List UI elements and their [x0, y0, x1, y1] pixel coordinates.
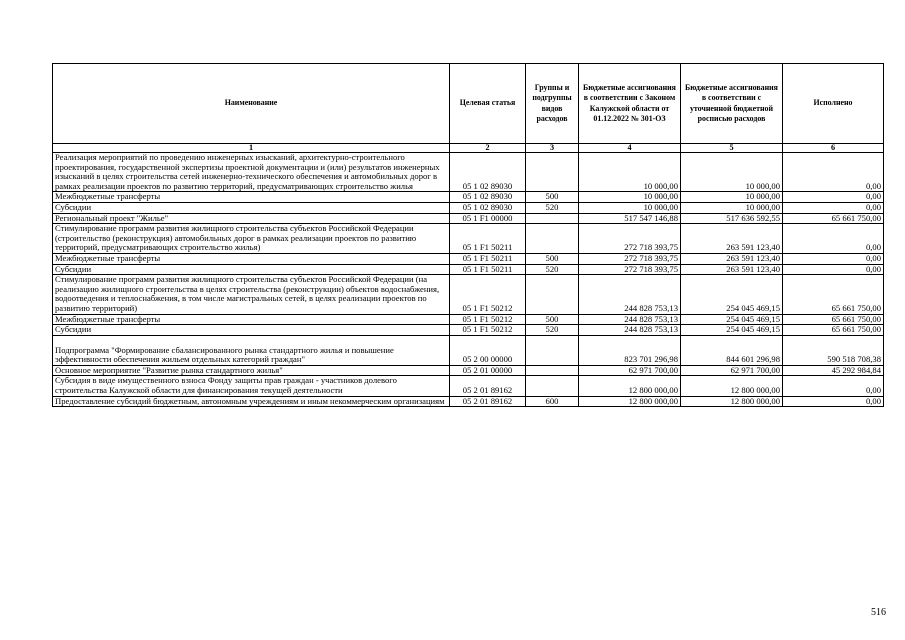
row-law-amount: 272 718 393,75 [579, 224, 681, 254]
table-row [53, 202, 884, 213]
row-plan-amount: 10 000,00 [681, 192, 783, 203]
row-plan-amount: 10 000,00 [681, 202, 783, 213]
header-expense-groups: Группы и подгруппы видов расходов [526, 64, 579, 144]
row-target-article: 05 1 02 89030 [450, 153, 526, 192]
row-law-amount: 244 828 753,13 [579, 314, 681, 325]
row-target-article: 05 1 F1 50212 [450, 314, 526, 325]
row-expense-group [526, 275, 579, 314]
header-law-allocations: Бюджетные ассигнования в соответствии с Законом Калужской области от 01.12.2022 № 301-ОЗ [579, 64, 681, 144]
row-expense-group [526, 365, 579, 376]
row-executed-amount: 590 518 708,38 [783, 335, 884, 365]
row-target-article: 05 1 F1 50211 [450, 253, 526, 264]
row-plan-amount: 254 045 469,15 [681, 325, 783, 336]
row-target-article: 05 1 02 89030 [450, 192, 526, 203]
row-name: Реализация мероприятий по проведению инженерных изысканий, архитектурно-строительного проектирования, государственной экспертизы проектной документации и (или) результатов инженерных изысканий в целях строительства сетей инженерно-технического обеспечения и автомобильных дорог в рамках реализации проектов по развитию территорий, предусматривающих строительство жилья [53, 153, 450, 192]
row-expense-group [526, 153, 579, 192]
row-plan-amount: 254 045 469,15 [681, 314, 783, 325]
header-row [53, 64, 884, 144]
table-row [53, 396, 884, 407]
row-plan-amount: 263 591 123,40 [681, 253, 783, 264]
row-target-article: 05 2 00 00000 [450, 335, 526, 365]
row-name: Стимулирование программ развития жилищного строительства субъектов Российской Федерации (строительство (реконструкция) автомобильных дорог в рамках реализации проектов по развитию территорий, предусматривающих строительство жилья) [53, 224, 450, 254]
row-law-amount: 10 000,00 [579, 202, 681, 213]
row-expense-group: 500 [526, 314, 579, 325]
row-executed-amount: 65 661 750,00 [783, 213, 884, 224]
row-plan-amount: 263 591 123,40 [681, 224, 783, 254]
row-law-amount: 244 828 753,13 [579, 275, 681, 314]
row-name: Субсидии [53, 325, 450, 336]
row-law-amount: 272 718 393,75 [579, 253, 681, 264]
row-law-amount: 10 000,00 [579, 153, 681, 192]
row-target-article: 05 2 01 00000 [450, 365, 526, 376]
table-row [53, 264, 884, 275]
table-row [53, 224, 884, 254]
table-row [53, 192, 884, 203]
row-target-article: 05 1 F1 00000 [450, 213, 526, 224]
row-plan-amount: 12 800 000,00 [681, 376, 783, 396]
row-plan-amount: 12 800 000,00 [681, 396, 783, 407]
row-executed-amount: 65 661 750,00 [783, 314, 884, 325]
row-name: Субсидия в виде имущественного взноса Фонду защиты прав граждан - участников долевого строительства Калужской области для финансирования текущей деятельности [53, 376, 450, 396]
row-executed-amount: 65 661 750,00 [783, 275, 884, 314]
table-row [53, 376, 884, 396]
header-executed: Исполнено [783, 64, 884, 144]
row-expense-group: 500 [526, 192, 579, 203]
row-law-amount: 244 828 753,13 [579, 325, 681, 336]
row-executed-amount: 0,00 [783, 192, 884, 203]
row-target-article: 05 1 02 89030 [450, 202, 526, 213]
row-plan-amount: 62 971 700,00 [681, 365, 783, 376]
table-row [53, 314, 884, 325]
row-name: Региональный проект "Жилье" [53, 213, 450, 224]
row-law-amount: 12 800 000,00 [579, 396, 681, 407]
row-plan-amount: 10 000,00 [681, 153, 783, 192]
row-name: Субсидии [53, 264, 450, 275]
row-executed-amount: 0,00 [783, 396, 884, 407]
table-row [53, 275, 884, 314]
table-row [53, 153, 884, 192]
table-row [53, 335, 884, 365]
row-expense-group: 520 [526, 264, 579, 275]
row-plan-amount: 517 636 592,55 [681, 213, 783, 224]
header-name: Наименование [53, 64, 450, 144]
row-expense-group [526, 335, 579, 365]
column-number: 6 [783, 144, 884, 153]
row-expense-group: 500 [526, 253, 579, 264]
row-executed-amount: 0,00 [783, 202, 884, 213]
budget-table [52, 63, 884, 407]
table-header [53, 64, 884, 153]
table-row [53, 253, 884, 264]
row-law-amount: 272 718 393,75 [579, 264, 681, 275]
row-executed-amount: 0,00 [783, 376, 884, 396]
row-expense-group: 520 [526, 202, 579, 213]
row-name: Субсидии [53, 202, 450, 213]
row-law-amount: 823 701 296,98 [579, 335, 681, 365]
row-target-article: 05 1 F1 50212 [450, 325, 526, 336]
row-executed-amount: 45 292 984,84 [783, 365, 884, 376]
row-law-amount: 10 000,00 [579, 192, 681, 203]
row-expense-group: 520 [526, 325, 579, 336]
row-name: Основное мероприятие "Развитие рынка стандартного жилья" [53, 365, 450, 376]
row-law-amount: 517 547 146,88 [579, 213, 681, 224]
row-name: Межбюджетные трансферты [53, 314, 450, 325]
row-target-article: 05 2 01 89162 [450, 396, 526, 407]
table-row [53, 325, 884, 336]
row-executed-amount: 0,00 [783, 224, 884, 254]
row-expense-group [526, 213, 579, 224]
row-expense-group [526, 224, 579, 254]
row-name: Предоставление субсидий бюджетным, автономным учреждениям и иным некоммерческим организациям [53, 396, 450, 407]
table-row [53, 365, 884, 376]
row-executed-amount: 65 661 750,00 [783, 325, 884, 336]
column-number: 3 [526, 144, 579, 153]
table-body [53, 153, 884, 407]
row-name: Межбюджетные трансферты [53, 192, 450, 203]
row-executed-amount: 0,00 [783, 253, 884, 264]
header-target-article: Целевая статья [450, 64, 526, 144]
row-law-amount: 62 971 700,00 [579, 365, 681, 376]
header-revised-allocations: Бюджетные ассигнования в соответствии с уточненной бюджетной росписью расходов [681, 64, 783, 144]
row-plan-amount: 254 045 469,15 [681, 275, 783, 314]
row-plan-amount: 263 591 123,40 [681, 264, 783, 275]
row-target-article: 05 2 01 89162 [450, 376, 526, 396]
column-number: 4 [579, 144, 681, 153]
column-number: 5 [681, 144, 783, 153]
table-row [53, 213, 884, 224]
column-number: 2 [450, 144, 526, 153]
row-plan-amount: 844 601 296,98 [681, 335, 783, 365]
row-name: Межбюджетные трансферты [53, 253, 450, 264]
column-number: 1 [53, 144, 450, 153]
row-law-amount: 12 800 000,00 [579, 376, 681, 396]
row-target-article: 05 1 F1 50212 [450, 275, 526, 314]
row-expense-group: 600 [526, 396, 579, 407]
row-executed-amount: 0,00 [783, 153, 884, 192]
row-name: Стимулирование программ развития жилищного строительства субъектов Российской Федерации (на реализацию жилищного строительства в целях строительства (реконструкции) объектов водоснабжения, водоотведения и теплоснабжения, в том числе магистральных сетей, в целях реализации проектов по развитию территорий) [53, 275, 450, 314]
page-number: 516 [871, 607, 886, 618]
row-name: Подпрограмма "Формирование сбалансированного рынка стандартного жилья и повышение эффективности обеспечения жильем отдельных категорий граждан" [53, 335, 450, 365]
row-target-article: 05 1 F1 50211 [450, 224, 526, 254]
row-executed-amount: 0,00 [783, 264, 884, 275]
row-expense-group [526, 376, 579, 396]
row-target-article: 05 1 F1 50211 [450, 264, 526, 275]
